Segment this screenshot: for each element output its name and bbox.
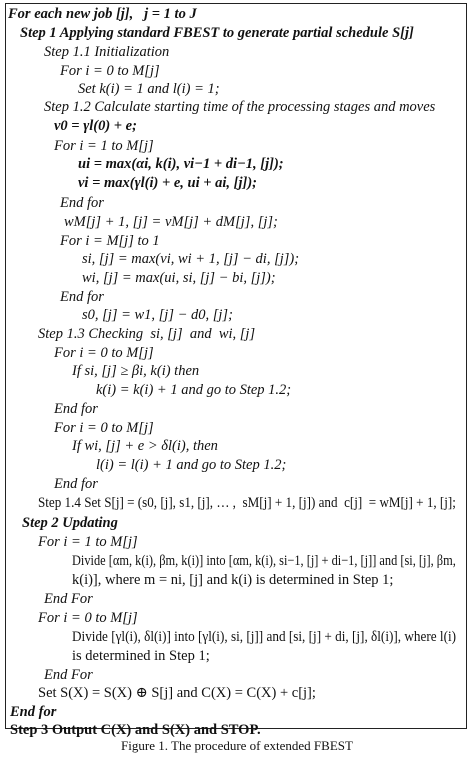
- algorithm-line-text: Step 1.1 Initialization: [44, 44, 170, 60]
- algorithm-line-text: Set k(i) = 1 and l(i) = 1;: [78, 81, 220, 97]
- algorithm-line-text: For i = 0 to M[j]: [54, 420, 154, 436]
- algorithm-line-39: [10, 721, 261, 739]
- algorithm-line-text: End for: [54, 476, 98, 492]
- algorithm-line-33: [38, 609, 138, 627]
- algorithm-line-text: Set S(X) = S(X) ⊕ S[j] and C(X) = C(X) + c[j];: [38, 685, 316, 701]
- algorithm-line-text: is determined in Step 1;: [72, 648, 210, 664]
- algorithm-line-text: End For: [44, 591, 93, 607]
- algorithm-line-38: [10, 703, 56, 721]
- algorithm-line-1: [8, 5, 197, 23]
- algorithm-line-5: [78, 80, 220, 98]
- algorithm-line-text: Divide [γl(i), δl(i)] into [γl(i), si, [j]] and [si, [j] + di, [j], δl(i)], where l(i): [72, 629, 457, 645]
- algorithm-line-text: End for: [10, 704, 57, 720]
- algorithm-line-37: [38, 684, 316, 702]
- algorithm-line-20: [72, 362, 199, 380]
- algorithm-line-27: [38, 494, 456, 512]
- algorithm-line-15: [82, 269, 276, 287]
- algorithm-line-text: If wi, [j] + e > δl(i), then: [72, 438, 218, 454]
- algorithm-line-12: [64, 213, 278, 231]
- algorithm-line-18: [38, 325, 255, 343]
- algorithm-line-text: For i = M[j] to 1: [60, 233, 160, 249]
- algorithm-line-text: For i = 0 to M[j]: [38, 610, 138, 626]
- algorithm-line-text: Step 1.4 Set S[j] = (s0, [j], s1, [j], … , sM[j] + 1, [j]) and c[j] = wM[j] + 1, [j];: [38, 495, 456, 511]
- algorithm-line-6: [44, 98, 435, 116]
- algorithm-line-35: [72, 647, 210, 665]
- algorithm-line-34: [72, 628, 456, 646]
- algorithm-line-text: s0, [j] = w1, [j] − d0, [j];: [82, 307, 233, 323]
- algorithm-line-32: [44, 590, 93, 608]
- algorithm-line-10: [78, 174, 257, 192]
- algorithm-line-text: For i = 0 to M[j]: [60, 63, 160, 79]
- algorithm-line-text: For i = 0 to M[j]: [54, 345, 154, 361]
- figure-caption: Figure 1. The procedure of extended FBEST: [121, 738, 353, 753]
- algorithm-line-text: Step 2 Updating: [22, 515, 118, 531]
- algorithm-line-text: vi = max(γl(i) + e, ui + ai, [j]);: [78, 175, 258, 191]
- algorithm-line-text: k(i) = k(i) + 1 and go to Step 1.2;: [96, 382, 292, 398]
- algorithm-line-17: [82, 306, 233, 324]
- algorithm-line-4: [60, 62, 160, 80]
- algorithm-line-22: [54, 400, 98, 418]
- algorithm-line-19: [54, 344, 154, 362]
- algorithm-line-text: Step 1.2 Calculate starting time of the processing stages and moves: [44, 99, 436, 115]
- algorithm-line-9: [78, 155, 284, 173]
- algorithm-line-text: v0 = γl(0) + e;: [54, 118, 137, 134]
- algorithm-line-text: Step 3 Output C(X) and S(X) and STOP.: [10, 722, 261, 738]
- algorithm-line-14: [82, 250, 299, 268]
- algorithm-line-2: [20, 24, 414, 42]
- algorithm-line-text: For each new job [j], j = 1 to J: [8, 6, 197, 22]
- algorithm-line-text: For i = 1 to M[j]: [54, 138, 154, 154]
- algorithm-line-29: [38, 533, 138, 551]
- algorithm-line-text: wi, [j] = max(ui, si, [j] − bi, [j]);: [82, 270, 276, 286]
- algorithm-line-text: si, [j] = max(vi, wi + 1, [j] − di, [j]);: [82, 251, 300, 267]
- algorithm-line-8: [54, 137, 154, 155]
- algorithm-line-text: Divide [αm, k(i), βm, k(i)] into [αm, k(i), si−1, [j] + di−1, [j]] and [si, [j], βm,: [72, 553, 456, 569]
- algorithm-line-text: Step 1 Applying standard FBEST to generate partial schedule S[j]: [20, 25, 414, 41]
- algorithm-line-text: End For: [44, 667, 93, 683]
- algorithm-line-text: l(i) = l(i) + 1 and go to Step 1.2;: [96, 457, 287, 473]
- algorithm-line-7: [54, 117, 137, 135]
- algorithm-line-21: [96, 381, 291, 399]
- algorithm-line-13: [60, 232, 160, 250]
- algorithm-line-text: Step 1.3 Checking si, [j] and wi, [j]: [38, 326, 256, 342]
- algorithm-line-11: [60, 194, 104, 212]
- algorithm-line-text: k(i)], where m = ni, [j] and k(i) is determined in Step 1;: [72, 572, 394, 588]
- algorithm-line-26: [54, 475, 98, 493]
- algorithm-line-text: End for: [54, 401, 98, 417]
- algorithm-line-text: For i = 1 to M[j]: [38, 534, 138, 550]
- algorithm-line-text: ui = max(αi, k(i), vi−1 + di−1, [j]);: [78, 156, 284, 172]
- algorithm-line-text: End for: [60, 289, 104, 305]
- algorithm-line-36: [44, 666, 93, 684]
- algorithm-line-text: If si, [j] ≥ βi, k(i) then: [72, 363, 200, 379]
- algorithm-line-28: [22, 514, 118, 532]
- algorithm-line-text: End for: [60, 195, 104, 211]
- algorithm-line-23: [54, 419, 154, 437]
- algorithm-line-31: [72, 571, 393, 589]
- algorithm-line-30: [72, 552, 456, 570]
- algorithm-line-24: [72, 437, 218, 455]
- algorithm-line-25: [96, 456, 286, 474]
- algorithm-line-3: [44, 43, 169, 61]
- algorithm-line-text: wM[j] + 1, [j] = vM[j] + dM[j], [j];: [64, 214, 278, 230]
- algorithm-line-16: [60, 288, 104, 306]
